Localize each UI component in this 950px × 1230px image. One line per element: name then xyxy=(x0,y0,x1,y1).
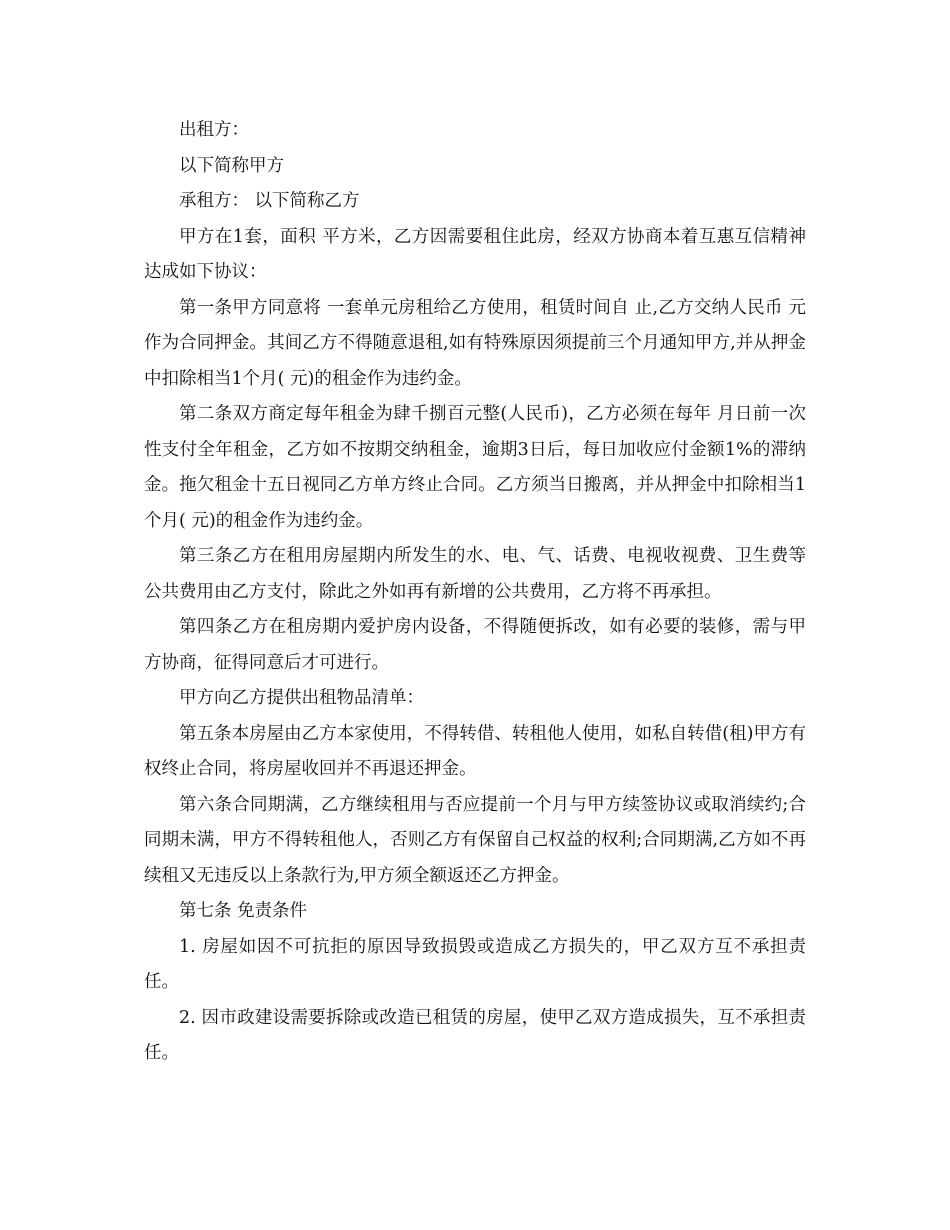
exemption-item-2: 2. 因市政建设需要拆除或改造已租赁的房屋，使甲乙双方造成损失，互不承担责任。 xyxy=(144,1007,806,1063)
article-3: 第三条乙方在租用房屋期内所发生的水、电、气、话费、电视收视费、卫生费等公共费用由乙方支付，除此之外如再有新增的公共费用，乙方将不再承担。 xyxy=(144,546,806,602)
article-2: 第二条双方商定每年租金为肆千捌百元整(人民币)，乙方必须在每年 月日前一次性支付全年租金，乙方如不按期交纳租金，逾期3日后，每日加收应付金额1%的滞纳金。拖欠租金十五日视同乙方单方终止合同。乙方须当日搬离，并从押金中扣除相当1个月( 元)的租金作为违约金。 xyxy=(144,404,806,531)
article-6: 第六条合同期满，乙方继续租用与否应提前一个月与甲方续签协议或取消续约;合同期未满，甲方不得转租他人，否则乙方有保留自己权益的权利;合同期满,乙方如不再续租又无违反以上条款行为,甲方须全额返还乙方押金。 xyxy=(144,794,806,886)
article-1: 第一条甲方同意将 一套单元房租给乙方使用，租赁时间自 止,乙方交纳人民币 元作为合同押金。其间乙方不得随意退租,如有特殊原因须提前三个月通知甲方,并从押金中扣除相当1个月( 元)的租金作为违约金。 xyxy=(144,297,806,389)
lessor-line: 出租方： xyxy=(179,120,249,140)
exemption-item-1: 1. 房屋如因不可抗拒的原因导致损毁或造成乙方损失的，甲乙双方互不承担责任。 xyxy=(144,936,806,992)
contract-document xyxy=(144,113,806,1072)
article-7-heading: 第七条 免责条件 xyxy=(179,901,308,921)
article-4: 第四条乙方在租房期内爱护房内设备，不得随便拆改，如有必要的装修，需与甲方协商，征得同意后才可进行。 xyxy=(144,617,806,673)
rental-items-list-heading: 甲方向乙方提供出租物品清单： xyxy=(179,688,424,708)
article-5: 第五条本房屋由乙方本家使用，不得转借、转租他人使用，如私自转借(租)甲方有权终止合同，将房屋收回并不再退还押金。 xyxy=(144,723,806,779)
lessor-abbrev-line: 以下简称甲方 xyxy=(179,155,284,176)
intro-paragraph: 甲方在1套，面积 平方米，乙方因需要租住此房，经双方协商本着互惠互信精神达成如下协议： xyxy=(144,226,806,282)
lessee-line: 承租方： 以下简称乙方 xyxy=(179,191,360,211)
